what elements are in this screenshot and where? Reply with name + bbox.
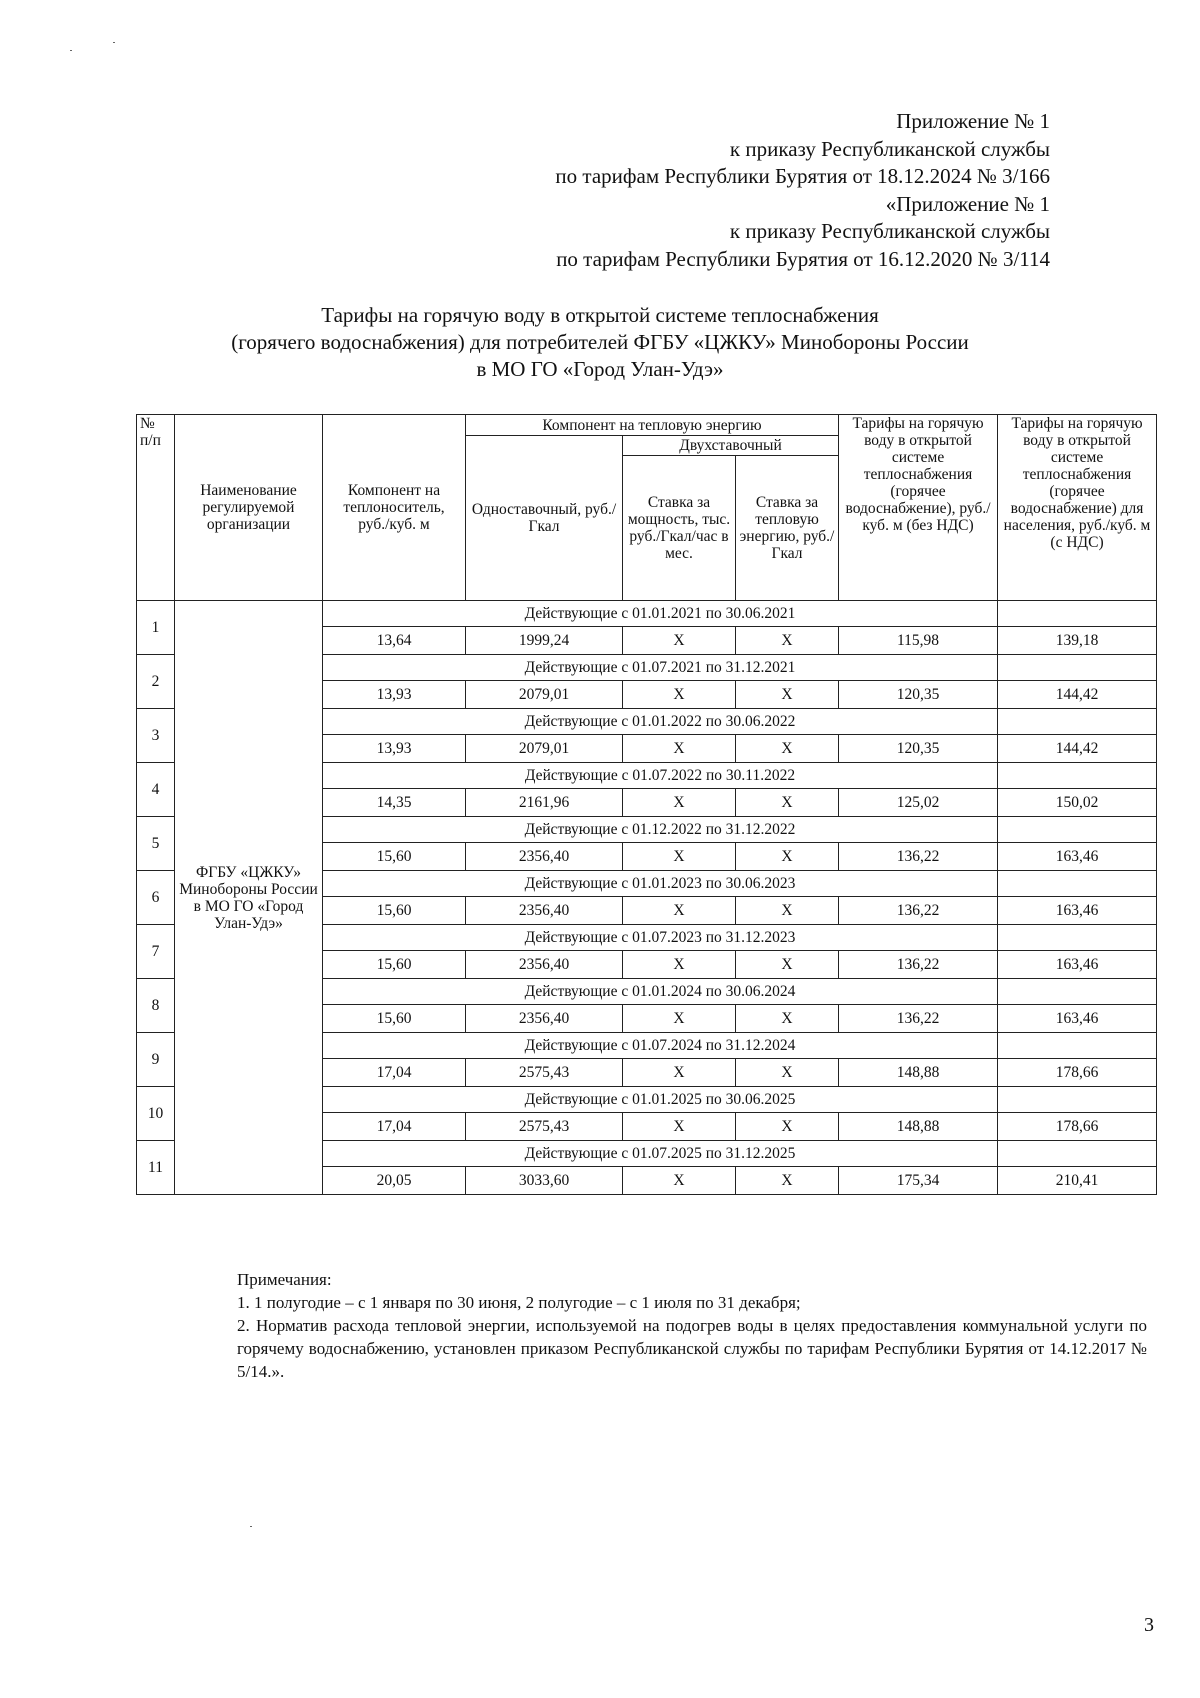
capacity-rate-value: X [623,1059,736,1087]
title-line: Тарифы на горячую воду в открытой системе теплоснабжения [321,303,879,327]
organization-name: ФГБУ «ЦЖКУ» Минобороны России в МО ГО «Город Улан-Удэ» [175,601,323,1195]
notes [237,1268,1147,1383]
population-tariff-value: 210,41 [998,1167,1157,1195]
tariff-table [136,414,1157,1195]
population-tariff-value: 144,42 [998,735,1157,763]
tariff-value: 120,35 [839,735,998,763]
population-tariff-value: 163,46 [998,951,1157,979]
tariff-value: 136,22 [839,1005,998,1033]
header-energy-component: Компонент на тепловую энергию [466,415,839,436]
header-line: к приказу Республиканской службы [729,136,1050,161]
header-line: «Приложение № 1 [885,191,1050,216]
carrier-value: 17,04 [323,1113,466,1141]
row-number: 8 [137,979,175,1033]
single-rate-value: 2575,43 [466,1059,623,1087]
title-line: в МО ГО «Город Улан-Удэ» [476,357,724,381]
carrier-value: 14,35 [323,789,466,817]
empty-cell [998,817,1157,843]
row-number: 3 [137,709,175,763]
energy-rate-value: X [736,1059,839,1087]
period-label: Действующие с 01.01.2021 по 30.06.2021 [323,601,998,627]
energy-rate-value: X [736,735,839,763]
empty-cell [998,655,1157,681]
scan-speck [250,1526,252,1527]
single-rate-value: 1999,24 [466,627,623,655]
carrier-value: 15,60 [323,1005,466,1033]
carrier-value: 13,93 [323,681,466,709]
tariff-value: 175,34 [839,1167,998,1195]
period-row [137,601,1157,627]
capacity-rate-value: X [623,843,736,871]
single-rate-value: 2161,96 [466,789,623,817]
carrier-value: 15,60 [323,897,466,925]
single-rate-value: 2356,40 [466,897,623,925]
empty-cell [998,1033,1157,1059]
capacity-rate-value: X [623,735,736,763]
row-number: 4 [137,763,175,817]
period-label: Действующие с 01.07.2023 по 31.12.2023 [323,925,998,951]
energy-rate-value: X [736,1113,839,1141]
capacity-rate-value: X [623,897,736,925]
population-tariff-value: 178,66 [998,1059,1157,1087]
title-line: (горячего водоснабжения) для потребителей ФГБУ «ЦЖКУ» Минобороны России [231,330,969,354]
period-label: Действующие с 01.01.2023 по 30.06.2023 [323,871,998,897]
row-number: 2 [137,655,175,709]
capacity-rate-value: X [623,1167,736,1195]
energy-rate-value: X [736,681,839,709]
document-header [555,108,1050,273]
header-line: Приложение № 1 [896,109,1050,133]
row-number: 5 [137,817,175,871]
period-label: Действующие с 01.07.2025 по 31.12.2025 [323,1141,998,1167]
header-two-rate: Двухставочный [623,436,839,456]
period-label: Действующие с 01.01.2025 по 30.06.2025 [323,1087,998,1113]
header-single-rate: Одноставочный, руб./Гкал [466,436,623,601]
single-rate-value: 2356,40 [466,843,623,871]
energy-rate-value: X [736,627,839,655]
energy-rate-value: X [736,1005,839,1033]
capacity-rate-value: X [623,627,736,655]
empty-cell [998,709,1157,735]
row-number: 9 [137,1033,175,1087]
row-number: 7 [137,925,175,979]
capacity-rate-value: X [623,1005,736,1033]
period-label: Действующие с 01.01.2024 по 30.06.2024 [323,979,998,1005]
note-item: 1. 1 полугодие – с 1 января по 30 июня, 2 полугодие – с 1 июля по 31 декабря; [237,1293,801,1312]
single-rate-value: 2356,40 [466,951,623,979]
tariff-value: 120,35 [839,681,998,709]
empty-cell [998,871,1157,897]
header-tariff-no-vat: Тарифы на горячую воду в открытой системе теплоснабжения (горячее водоснабжение), руб./куб. м (без НДС) [839,415,998,601]
header-num: № п/п [137,415,175,601]
capacity-rate-value: X [623,1113,736,1141]
empty-cell [998,763,1157,789]
tariff-value: 136,22 [839,843,998,871]
tariff-value: 125,02 [839,789,998,817]
single-rate-value: 2079,01 [466,735,623,763]
period-label: Действующие с 01.07.2024 по 31.12.2024 [323,1033,998,1059]
carrier-value: 20,05 [323,1167,466,1195]
scan-speck [70,50,72,51]
population-tariff-value: 163,46 [998,1005,1157,1033]
energy-rate-value: X [736,897,839,925]
header-energy-rate: Ставка за тепловую энергию, руб./Гкал [736,456,839,601]
energy-rate-value: X [736,1167,839,1195]
single-rate-value: 2356,40 [466,1005,623,1033]
tariff-value: 148,88 [839,1059,998,1087]
tariff-value: 115,98 [839,627,998,655]
empty-cell [998,601,1157,627]
energy-rate-value: X [736,789,839,817]
population-tariff-value: 139,18 [998,627,1157,655]
population-tariff-value: 163,46 [998,843,1157,871]
header-capacity-rate: Ставка за мощность, тыс. руб./Гкал/час в мес. [623,456,736,601]
period-label: Действующие с 01.07.2022 по 30.11.2022 [323,763,998,789]
carrier-value: 13,64 [323,627,466,655]
single-rate-value: 2079,01 [466,681,623,709]
document-title [0,302,1200,383]
header-tariff-population: Тарифы на горячую воду в открытой системе теплоснабжения (горячее водоснабжение) для населения, руб./куб. м (с НДС) [998,415,1157,601]
header-line: по тарифам Республики Бурятия от 16.12.2020 № 3/114 [556,246,1050,271]
population-tariff-value: 150,02 [998,789,1157,817]
row-number: 11 [137,1141,175,1195]
header-line: к приказу Республиканской службы [729,219,1050,243]
population-tariff-value: 178,66 [998,1113,1157,1141]
note-item: 2. Норматив расхода тепловой энергии, используемой на подогрев воды в целях предоставления коммунальной услуги по горячему водоснабжению, установлен приказом Республиканской службы по тарифам Республики Бурятия от 14.12.2017 № 5/14.». [237,1316,1147,1381]
period-label: Действующие с 01.12.2022 по 31.12.2022 [323,817,998,843]
period-label: Действующие с 01.01.2022 по 30.06.2022 [323,709,998,735]
tariff-value: 136,22 [839,951,998,979]
period-label: Действующие с 01.07.2021 по 31.12.2021 [323,655,998,681]
scan-speck [113,42,115,43]
carrier-value: 15,60 [323,951,466,979]
header-carrier-component: Компонент на теплоноситель, руб./куб. м [323,415,466,601]
header-line: по тарифам Республики Бурятия от 18.12.2024 № 3/166 [555,164,1050,188]
population-tariff-value: 163,46 [998,897,1157,925]
row-number: 1 [137,601,175,655]
population-tariff-value: 144,42 [998,681,1157,709]
header-organization: Наименование регулируемой организации [175,415,323,601]
carrier-value: 13,93 [323,735,466,763]
page-number: 3 [1144,1614,1154,1636]
carrier-value: 15,60 [323,843,466,871]
tariff-value: 148,88 [839,1113,998,1141]
capacity-rate-value: X [623,681,736,709]
energy-rate-value: X [736,843,839,871]
row-number: 10 [137,1087,175,1141]
single-rate-value: 2575,43 [466,1113,623,1141]
empty-cell [998,1141,1157,1167]
tariff-value: 136,22 [839,897,998,925]
empty-cell [998,925,1157,951]
row-number: 6 [137,871,175,925]
capacity-rate-value: X [623,789,736,817]
carrier-value: 17,04 [323,1059,466,1087]
energy-rate-value: X [736,951,839,979]
empty-cell [998,979,1157,1005]
single-rate-value: 3033,60 [466,1167,623,1195]
notes-heading: Примечания: [237,1270,332,1289]
capacity-rate-value: X [623,951,736,979]
empty-cell [998,1087,1157,1113]
